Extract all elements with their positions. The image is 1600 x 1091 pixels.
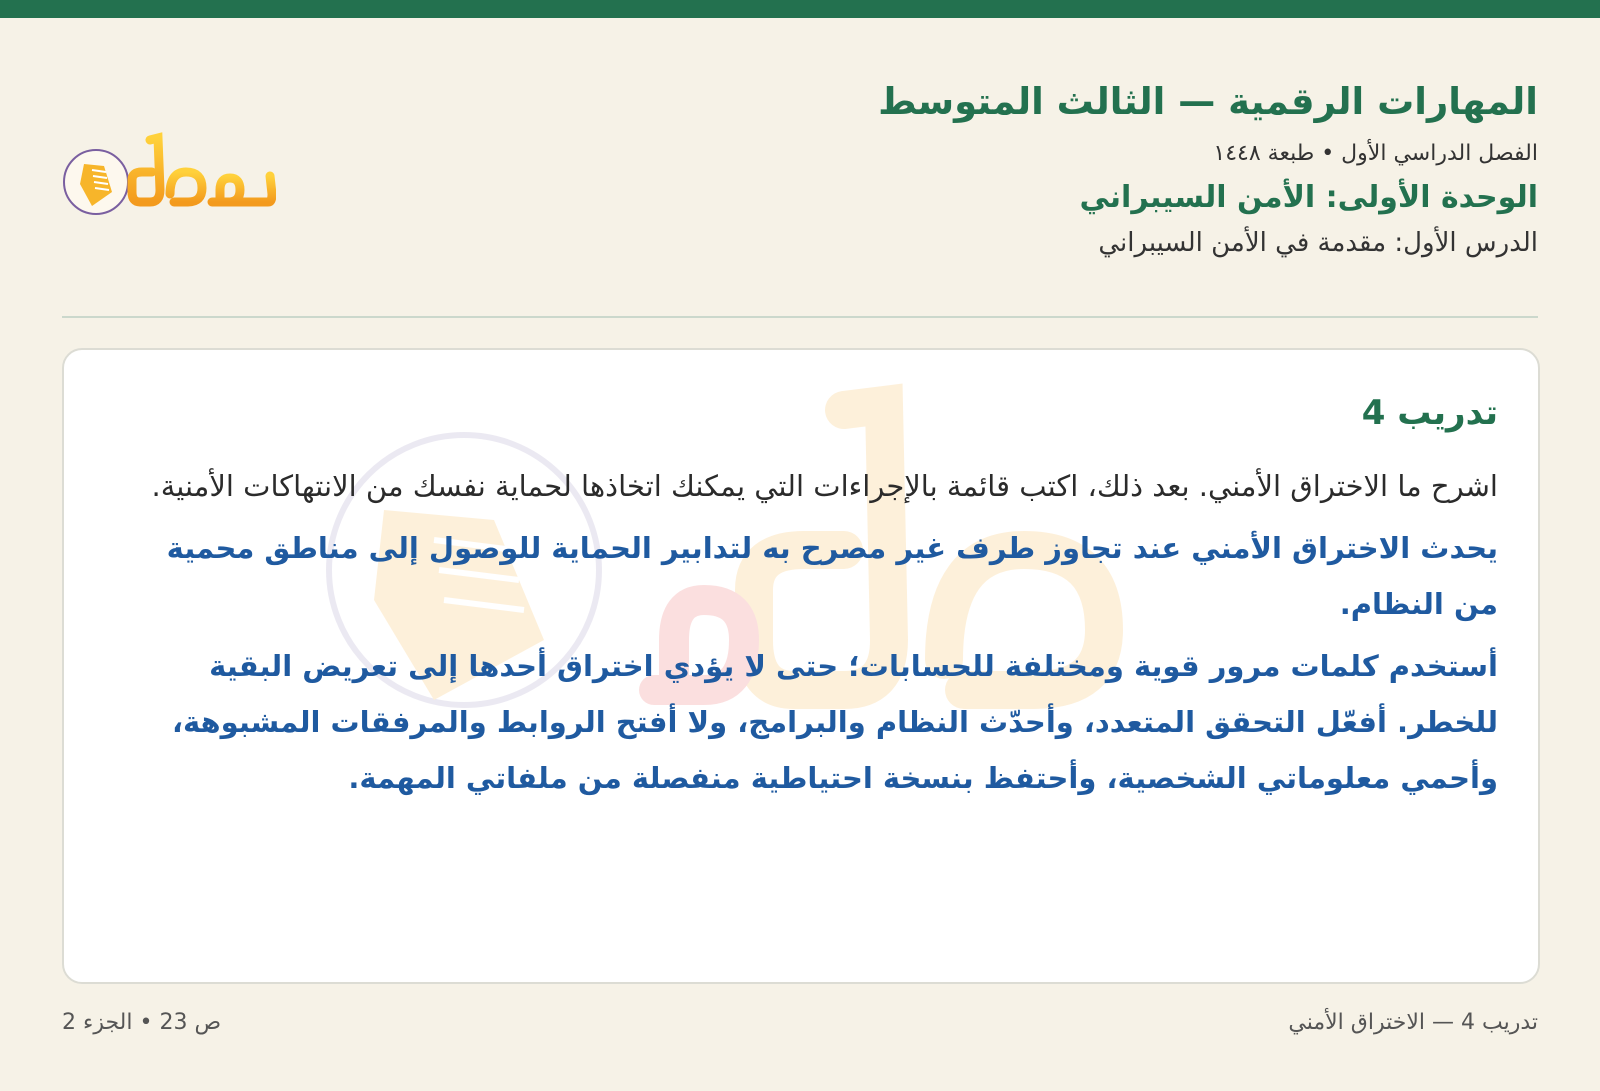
header-divider (62, 316, 1538, 318)
footer-topic: تدريب 4 — الاختراق الأمني (1288, 1010, 1538, 1035)
exercise-card (62, 348, 1540, 984)
page-footer (62, 1010, 1538, 1050)
header-text-block (878, 76, 1538, 261)
exercise-question: اشرح ما الاختراق الأمني. بعد ذلك، اكتب قائمة بالإجراءات التي يمكنك اتخاذها لحماية نفسك من الانتهاكات الأمنية. (151, 468, 1498, 503)
book-title: المهارات الرقمية — الثالث المتوسط (878, 80, 1538, 123)
unit-title: الوحدة الأولى: الأمن السيبراني (1079, 180, 1538, 216)
footer-page-info: ص 23 • الجزء 2 (62, 1010, 222, 1035)
exercise-title: تدريب 4 (1361, 393, 1498, 433)
hulul-logo (62, 132, 276, 222)
page-header (62, 76, 1538, 306)
top-accent-bar (0, 0, 1600, 18)
exercise-content (138, 390, 1498, 812)
semester-info: الفصل الدراسي الأول • طبعة ١٤٤٨ (1213, 140, 1538, 166)
answer-measures: أستخدم كلمات مرور قوية ومختلفة للحسابات؛ حتى لا يؤدي اختراق أحدها إلى تعريض البقية للخطر. أفعّل التحقق المتعدد، وأحدّث النظام والبرامج، ولا أفتح الروابط والمرفقات المشبوهة، وأحمي معلوماتي الشخصية، وأحتفظ بنسخة احتياطية منفصلة من ملفاتي المهمة. (171, 648, 1498, 795)
lesson-title: الدرس الأول: مقدمة في الأمن السيبراني (1098, 228, 1538, 259)
answer-definition: يحدث الاختراق الأمني عند تجاوز طرف غير مصرح به لتدابير الحماية للوصول إلى مناطق محمية من النظام. (166, 530, 1498, 621)
